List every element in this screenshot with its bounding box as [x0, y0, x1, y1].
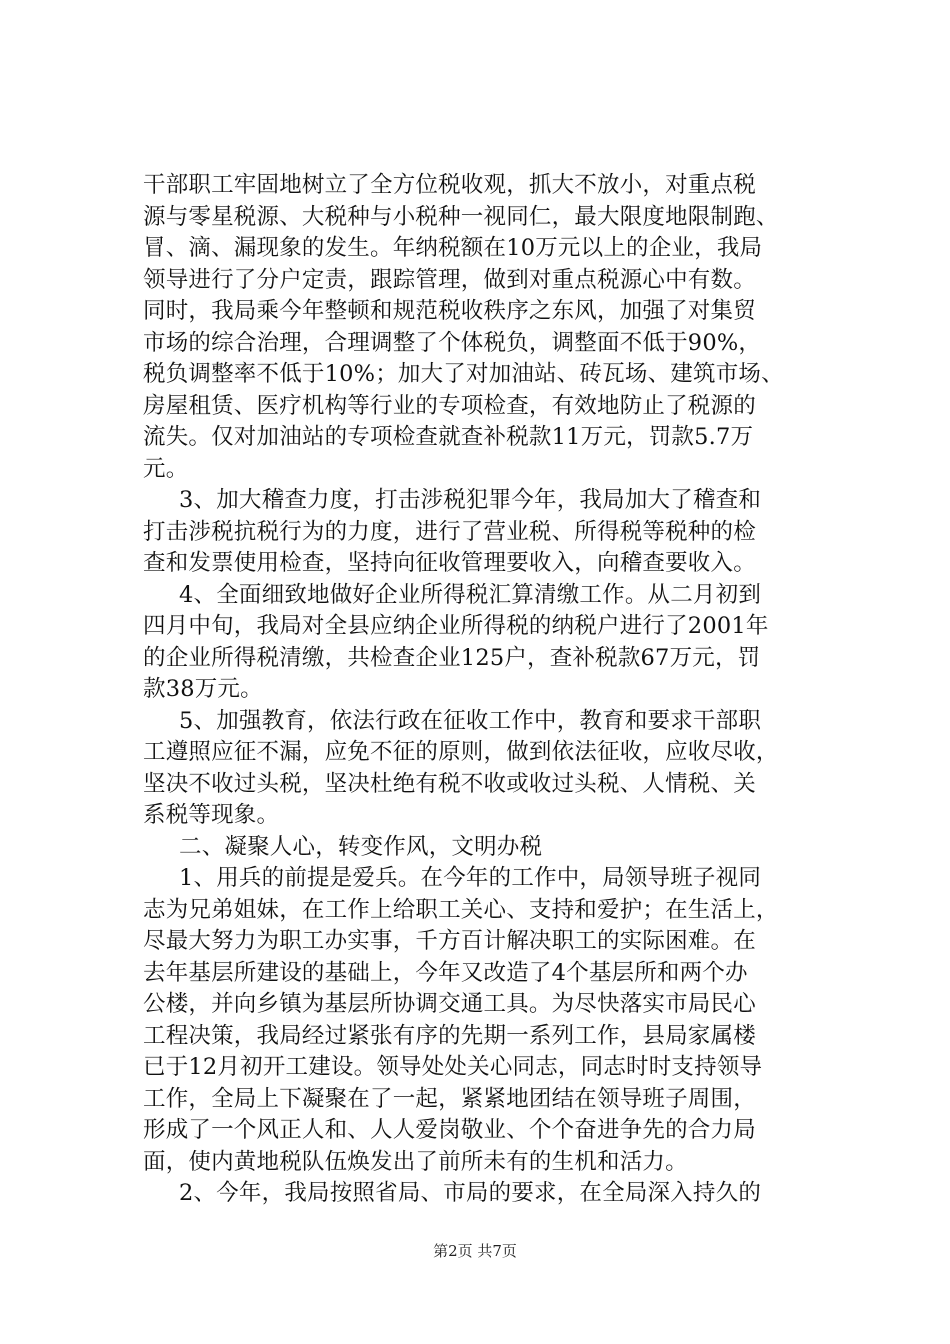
paragraph-first-line: 5、加强教育，依法行政在征收工作中，教育和要求干部职	[179, 707, 762, 734]
text-line: 元。	[143, 455, 189, 482]
text-line: 系税等现象。	[143, 802, 280, 828]
text-line: 四月中旬，我局对全县应纳企业所得税的纳税户进行了2001年	[143, 613, 769, 639]
text-line: 冒、滴、漏现象的发生。年纳税额在10万元以上的企业，我局	[143, 235, 763, 261]
text-line: 税负调整率不低于10%；加大了对加油站、砖瓦场、建筑市场、	[143, 361, 784, 387]
text-line: 工程决策，我局经过紧张有序的先期一系列工作，县局家属楼	[143, 1022, 756, 1049]
paragraph-first-line: 3、加大稽查力度，打击涉税犯罪今年，我局加大了稽查和	[179, 487, 762, 513]
text-line: 查和发票使用检查，坚持向征收管理要收入，向稽查要收入。	[143, 550, 756, 576]
text-line: 尽最大努力为职工办实事，千方百计解决职工的实际困难。在	[143, 928, 756, 954]
text-line: 打击涉税抗税行为的力度，进行了营业税、所得税等税种的检	[143, 518, 756, 545]
text-line: 市场的综合治理，合理调整了个体税负，调整面不低于90%，	[143, 329, 762, 356]
text-line: 同时，我局乘今年整顿和规范税收秩序之东风，加强了对集贸	[143, 298, 756, 324]
text-line: 去年基层所建设的基础上，今年又改造了4个基层所和两个办	[143, 959, 748, 986]
body-text	[143, 170, 833, 1210]
text-line: 款38万元。	[143, 676, 263, 702]
text-line: 的企业所得税清缴，共检查企业125户，查补税款67万元，罚	[143, 644, 761, 671]
paragraph-first-line: 1、用兵的前提是爱兵。在今年的工作中，局领导班子视同	[179, 865, 762, 891]
text-line: 公楼，并向乡镇为基层所协调交通工具。为尽快落实市局民心	[143, 991, 756, 1017]
text-line: 已于12月初开工建设。领导处处关心同志，同志时时支持领导	[143, 1054, 763, 1080]
text-line: 源与零星税源、大税种与小税种一视同仁，最大限度地限制跑、	[143, 203, 779, 230]
section-heading: 二、凝聚人心，转变作风，文明办税	[179, 833, 543, 860]
text-line: 房屋租赁、医疗机构等行业的专项检查，有效地防止了税源的	[143, 392, 756, 419]
text-line: 干部职工牢固地树立了全方位税收观，抓大不放小，对重点税	[143, 172, 756, 198]
text-line: 工遵照应征不漏，应免不征的原则，做到依法征收，应收尽收，	[143, 739, 779, 765]
text-line: 面，使内黄地税队伍焕发出了前所未有的生机和活力。	[143, 1148, 688, 1175]
text-line: 工作，全局上下凝聚在了一起，紧紧地团结在领导班子周围，	[143, 1085, 756, 1112]
paragraph-first-line: 4、全面细致地做好企业所得税汇算清缴工作。从二月初到	[179, 581, 762, 608]
text-line: 志为兄弟姐妹，在工作上给职工关心、支持和爱护；在生活上，	[143, 896, 779, 923]
text-line: 坚决不收过头税，坚决杜绝有税不收或收过头税、人情税、关	[143, 770, 756, 797]
paragraph-first-line: 2、今年，我局按照省局、市局的要求，在全局深入持久的	[179, 1180, 762, 1206]
text-line: 形成了一个风正人和、人人爱岗敬业、个个奋进争先的合力局	[143, 1117, 756, 1143]
text-line: 流失。仅对加油站的专项检查就查补税款11万元，罚款5.7万	[143, 424, 754, 450]
page-number-footer: 第2页 共7页	[433, 1242, 517, 1260]
text-line: 领导进行了分户定责，跟踪管理，做到对重点税源心中有数。	[143, 266, 756, 293]
